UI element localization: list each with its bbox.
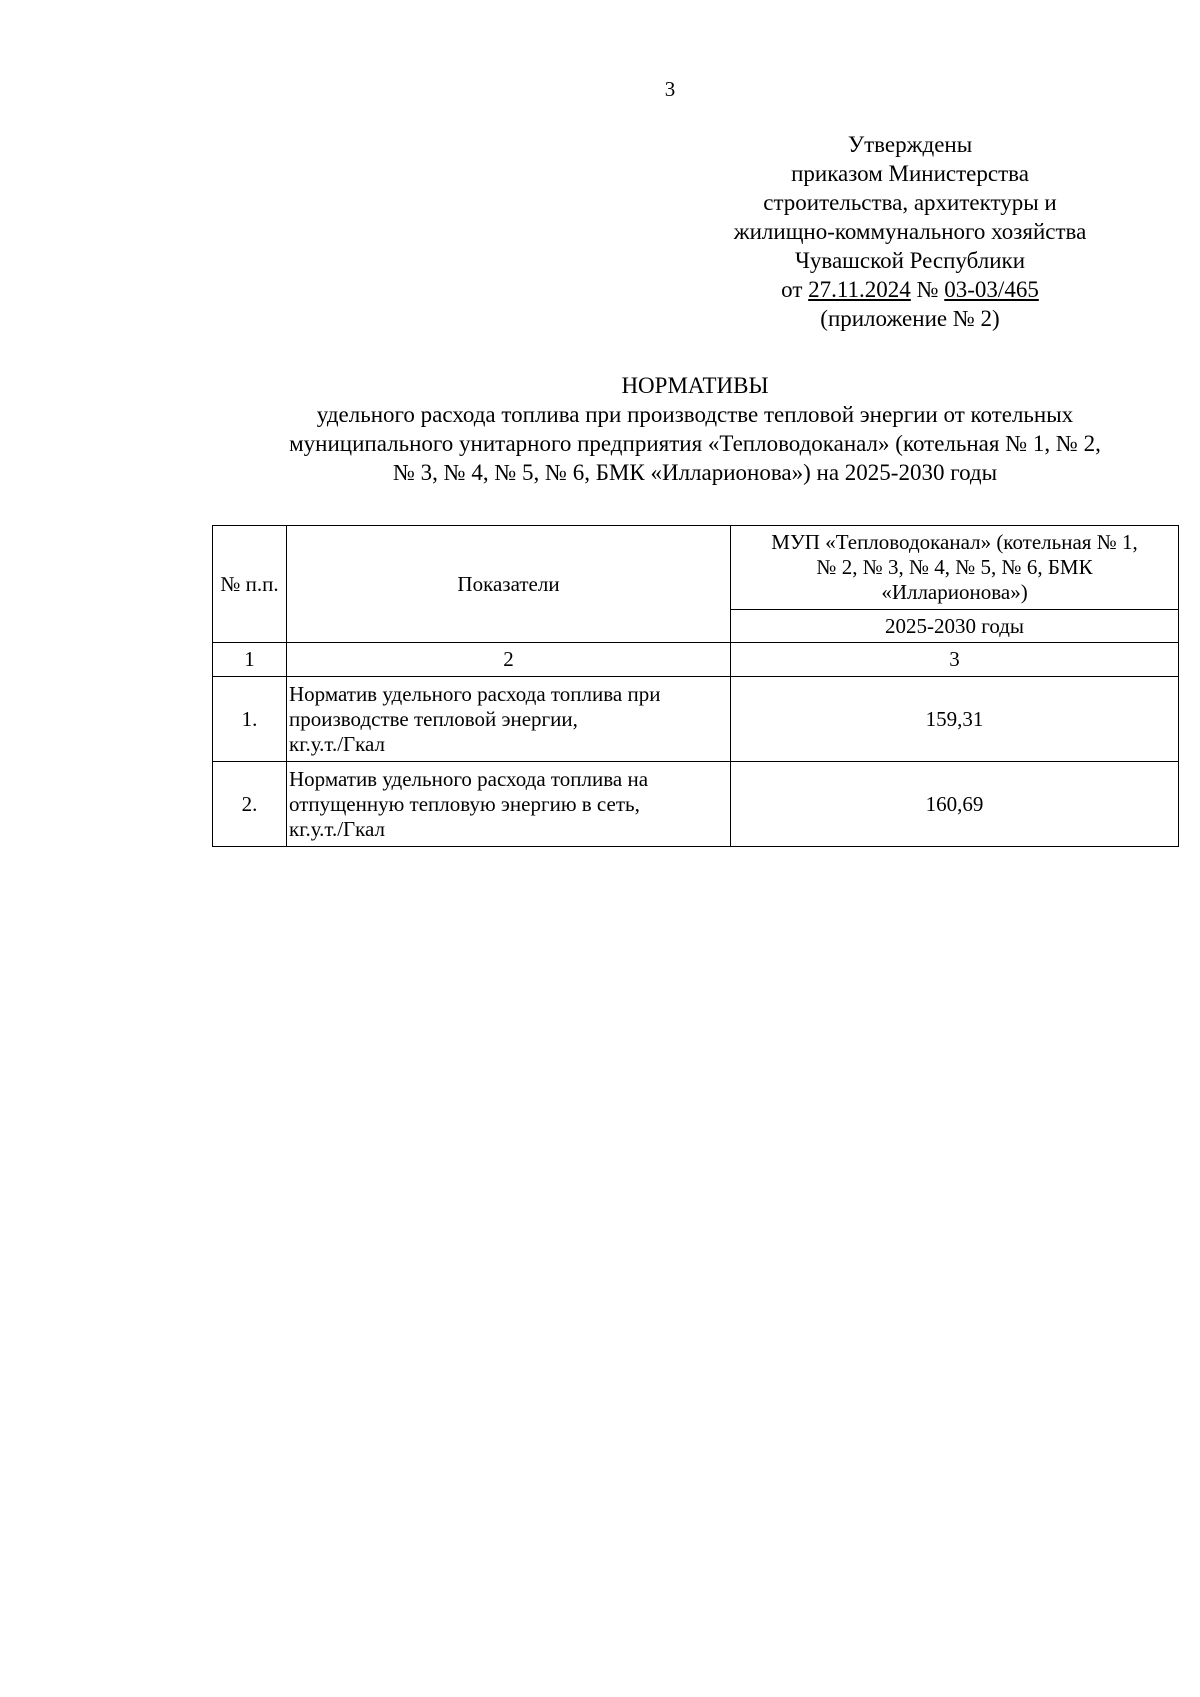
order-number: 03-03/465: [944, 277, 1039, 302]
title-subtitle-line: № 3, № 4, № 5, № 6, БМК «Илларионова») на 2025-2030 годы: [392, 460, 998, 485]
approval-block: [700, 130, 1120, 333]
indicator-line: отпущенную тепловую энергию в сеть,: [289, 791, 640, 816]
column-number: 1: [213, 643, 287, 677]
column-number: 3: [731, 643, 1179, 677]
norms-table: [212, 525, 1179, 847]
table-row: [213, 762, 1179, 847]
approval-line: строительства, архитектуры и: [763, 190, 1057, 215]
header-org-line: № 2, № 3, № 4, № 5, № 6, БМК: [816, 555, 1093, 579]
header-org-line: «Илларионова»): [881, 580, 1028, 604]
indicator-line: кг.у.т./Гкал: [289, 731, 386, 756]
title-heading: НОРМАТИВЫ: [621, 373, 769, 398]
approval-line: жилищно-коммунального хозяйства: [733, 219, 1087, 244]
row-number: 1.: [213, 677, 287, 762]
header-org-line: МУП «Тепловодоканал» (котельная № 1,: [771, 530, 1138, 554]
header-indicator: Показатели: [287, 526, 731, 643]
table-row: [213, 677, 1179, 762]
table-header-row: [213, 526, 1179, 610]
number-prefix: №: [910, 277, 945, 302]
row-number: 2.: [213, 762, 287, 847]
header-num: № п.п.: [213, 526, 287, 643]
row-value: 159,31: [731, 677, 1179, 762]
page-number: 3: [664, 77, 676, 101]
approval-line: Утверждены: [847, 132, 973, 157]
title-subtitle-line: муниципального унитарного предприятия «Тепловодоканал» (котельная № 1, № 2,: [289, 431, 1101, 456]
appendix-label: (приложение № 2): [820, 306, 1000, 331]
document-title: [212, 371, 1178, 487]
approval-line: приказом Министерства: [791, 161, 1029, 186]
indicator-line: Норматив удельного расхода топлива на: [289, 766, 649, 791]
row-indicator: [287, 677, 731, 762]
indicator-line: кг.у.т./Гкал: [289, 816, 386, 841]
indicator-line: Норматив удельного расхода топлива при: [289, 681, 661, 706]
indicator-line: производстве тепловой энергии,: [289, 706, 578, 731]
date-prefix: от: [781, 277, 809, 302]
header-period: 2025-2030 годы: [731, 610, 1179, 643]
order-date: 27.11.2024: [808, 277, 911, 302]
header-organization: [731, 526, 1179, 610]
column-number-row: [213, 643, 1179, 677]
approval-line: Чувашской Республики: [794, 248, 1026, 273]
row-value: 160,69: [731, 762, 1179, 847]
title-subtitle-line: удельного расхода топлива при производстве тепловой энергии от котельных: [316, 402, 1074, 427]
column-number: 2: [287, 643, 731, 677]
approval-date-line: [700, 275, 1120, 304]
row-indicator: [287, 762, 731, 847]
